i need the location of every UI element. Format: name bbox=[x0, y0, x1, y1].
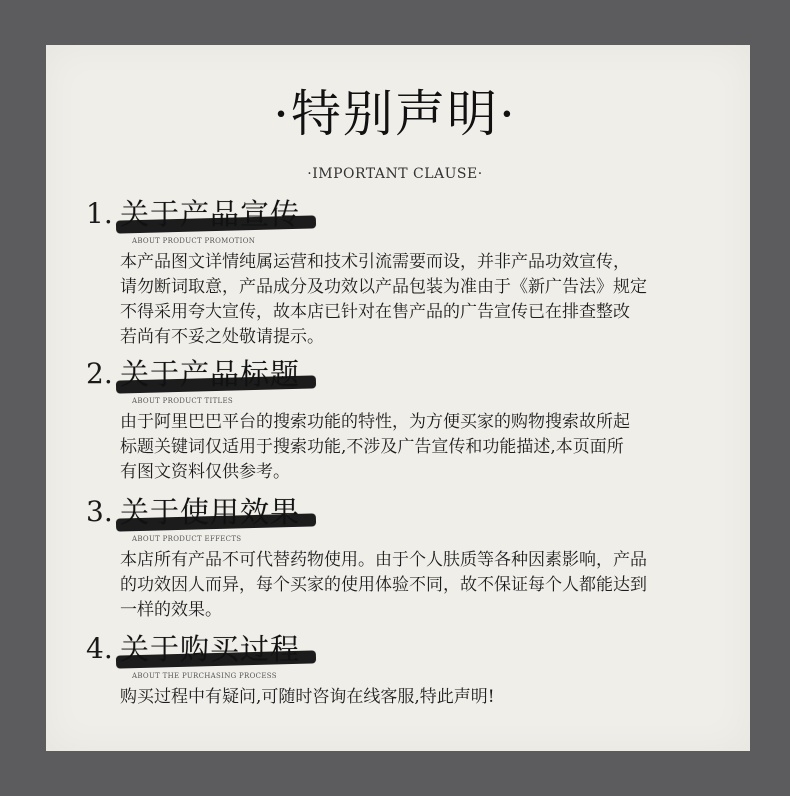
section-english-tag: ABOUT THE PURCHASING PROCESS bbox=[132, 672, 277, 680]
body-line: 本店所有产品不可代替药物使用。由于个人肤质等各种因素影响，产品 bbox=[120, 550, 647, 570]
section-heading: 关于使用效果 bbox=[120, 495, 301, 529]
body-line: 本产品图文详情纯属运营和技术引流需要而设，并非产品功效宣传， bbox=[120, 252, 630, 272]
page-subtitle: ·IMPORTANT CLAUSE· bbox=[307, 166, 483, 182]
body-line: 的功效因人而异，每个买家的使用体验不同，故不保证每个人都能达到 bbox=[120, 575, 647, 595]
section-number: 3. bbox=[86, 495, 113, 528]
section-body bbox=[120, 685, 700, 710]
section-number: 4. bbox=[86, 632, 113, 665]
page-title: ·特别声明· bbox=[273, 85, 517, 143]
section-number: 2. bbox=[86, 357, 113, 390]
body-line: 购买过程中有疑问,可随时咨询在线客服,特此声明! bbox=[120, 687, 495, 707]
section-body bbox=[120, 250, 700, 350]
body-line: 若尚有不妥之处敬请提示。 bbox=[120, 327, 324, 347]
section-body bbox=[120, 548, 700, 623]
section-body bbox=[120, 410, 700, 485]
body-line: 一样的效果。 bbox=[120, 600, 222, 620]
body-line: 有图文资料仅供参考。 bbox=[120, 462, 290, 482]
section-heading: 关于购买过程 bbox=[120, 632, 301, 666]
body-line: 由于阿里巴巴平台的搜索功能的特性，为方便买家的购物搜索故所起 bbox=[120, 412, 630, 432]
body-line: 不得采用夸大宣传，故本店已针对在售产品的广告宣传已在排查整改 bbox=[120, 302, 630, 322]
section-english-tag: ABOUT PRODUCT EFFECTS bbox=[132, 535, 242, 543]
body-line: 标题关键词仅适用于搜索功能,不涉及广告宣传和功能描述,本页面所 bbox=[120, 437, 624, 457]
section-number: 1. bbox=[86, 197, 113, 230]
body-line: 请勿断词取意，产品成分及功效以产品包装为准由于《新广告法》规定 bbox=[120, 277, 647, 297]
section-english-tag: ABOUT PRODUCT TITLES bbox=[132, 397, 233, 405]
section-heading: 关于产品标题 bbox=[120, 357, 301, 391]
section-english-tag: ABOUT PRODUCT PROMOTION bbox=[132, 237, 256, 245]
section-heading: 关于产品宣传 bbox=[120, 197, 301, 231]
